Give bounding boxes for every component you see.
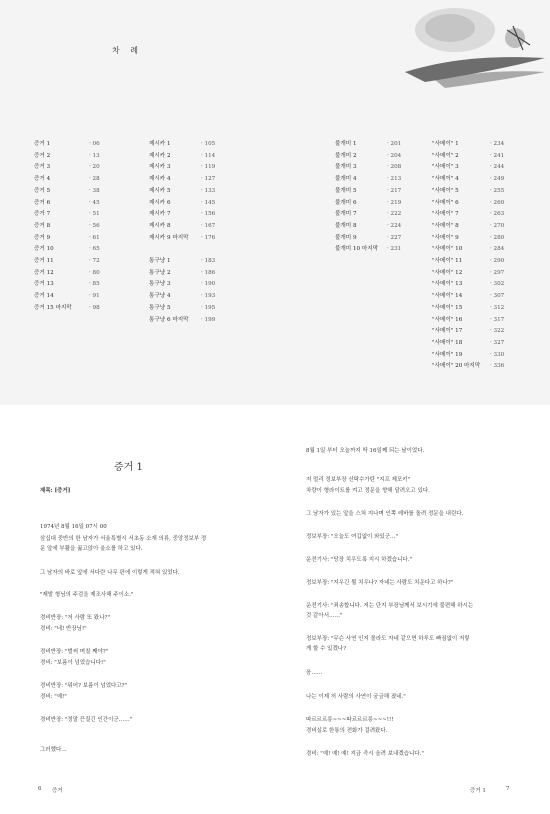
paragraph: 정보부장: "오늘도 여깁없이 와있군…" — [306, 534, 399, 540]
toc-entry-page: · 72 — [89, 258, 100, 265]
toc-entry[interactable] — [149, 139, 215, 151]
toc-entry[interactable] — [432, 151, 504, 163]
toc-entry-page: · 127 — [201, 176, 216, 183]
toc-entry-title: "사메이" 4 — [432, 176, 459, 183]
toc-entry-page: · 186 — [201, 269, 216, 276]
toc-entry-page: · 255 — [490, 187, 505, 194]
paragraph: "제발 형님의 주검을 제조사해 주이소." — [40, 592, 134, 598]
toc-entry-title: 증거 10 — [34, 246, 54, 253]
toc-entry-title: "사메이" 13 — [432, 281, 463, 288]
toc-entry-title: 불개미 8 — [335, 222, 357, 229]
toc-entry[interactable] — [34, 198, 100, 210]
toc-entry-page: · 260 — [490, 199, 505, 206]
toc-entry-title: 불개미 3 — [335, 164, 357, 171]
toc-entry-page: · 98 — [89, 304, 100, 311]
paragraph: 운전기사: "당장 치우도록 지시 하겠습니다." — [306, 557, 412, 563]
toc-entry[interactable] — [149, 174, 215, 186]
paragraph: 1974년 8월 16일 07시 00 — [40, 524, 107, 530]
paragraph: 경비: "네! 반장님!" — [40, 626, 87, 632]
toc-entry-page: · 290 — [490, 258, 505, 265]
toc-entry-title: 제시카 7 — [149, 211, 171, 218]
toc-entry-page: · 13 — [89, 152, 100, 159]
toc-entry[interactable] — [149, 186, 215, 198]
toc-entry-title: "사메이" 12 — [432, 269, 463, 276]
paragraph: 차량이 형라이트를 켜고 정문을 향해 달려오고 있다. — [306, 488, 430, 494]
toc-entry-title: 제시카 3 — [149, 164, 171, 171]
toc-entry-page: · 270 — [490, 222, 505, 229]
running-head-left: 증거 — [52, 788, 63, 794]
toc-entry[interactable] — [149, 233, 215, 245]
toc-entry-title: 증거 2 — [34, 152, 51, 159]
paragraph: 경비반장: "벌써 며칠 째야?" — [40, 649, 109, 655]
toc-entry-title: 증거 6 — [34, 199, 51, 206]
toc-entry-page: · 330 — [490, 351, 505, 358]
toc-entry[interactable] — [34, 151, 100, 163]
toc-entry[interactable] — [335, 233, 401, 245]
toc-entry-page: · 183 — [201, 258, 216, 265]
toc-entry-title: 통구냥 1 — [149, 258, 171, 265]
paragraph: 저 멀리 정보부장 신탁수가탄 "지프 제포키" — [306, 477, 411, 483]
toc-entry-page: · 56 — [89, 222, 100, 229]
toc-entry[interactable] — [432, 303, 504, 315]
toc-entry-title: 제시카 8 — [149, 222, 171, 229]
toc-entry[interactable] — [149, 198, 215, 210]
toc-entry[interactable] — [432, 209, 504, 221]
toc-column-1 — [34, 139, 100, 315]
paragraph: 그러했다… — [40, 747, 67, 753]
toc-entry-page: · 241 — [490, 152, 505, 159]
toc-entry[interactable] — [432, 279, 504, 291]
toc-entry-title: 증거 1 — [34, 141, 51, 147]
toc-entry-page: · 20 — [89, 164, 100, 171]
paragraph: 운전기사: "죄송합니다. 저는 단지 부장님께서 보시기에 불편해 하시는 — [306, 603, 474, 609]
toc-entry[interactable] — [335, 186, 401, 198]
toc-entry[interactable] — [432, 315, 504, 327]
toc-entry-title: "사메이" 7 — [432, 211, 459, 218]
paragraph: 경비반장: "저 사람 또 왔나?" — [40, 615, 110, 621]
toc-entry-page: · 213 — [387, 176, 402, 183]
toc-entry-title: 불개미 6 — [335, 199, 357, 206]
toc-entry-title: 불개미 7 — [335, 211, 357, 218]
toc-entry-title: 불개미 1 — [335, 141, 357, 147]
paragraph: 음…… — [306, 670, 323, 676]
toc-entry[interactable] — [335, 151, 401, 163]
paragraph: 따르르르릉~~~따르르르릉~~~!!! — [306, 717, 394, 723]
toc-entry-title: 통구냥 2 — [149, 269, 171, 276]
toc-entry-page: · 45 — [89, 199, 100, 206]
toc-entry-title: 불개미 9 — [335, 234, 357, 241]
toc-entry[interactable] — [34, 256, 100, 268]
toc-entry-page: · 105 — [201, 141, 216, 147]
toc-entry[interactable] — [149, 221, 215, 233]
toc-entry-page: · 217 — [387, 187, 402, 194]
toc-entry[interactable] — [335, 162, 401, 174]
toc-entry-title: "사메이" 16 — [432, 316, 463, 323]
toc-entry[interactable] — [432, 291, 504, 303]
paragraph: 경비반장: "뭐어? 보름이 넘었다고?" — [40, 683, 128, 689]
paragraph: 나는 이제 저 사람의 사연이 궁금해 졌네." — [306, 694, 406, 700]
toc-entry-page: · 193 — [201, 293, 216, 300]
toc-entry[interactable] — [432, 256, 504, 268]
toc-entry-page: · 224 — [387, 222, 402, 229]
toc-entry[interactable] — [34, 291, 100, 303]
toc-entry-page: · 317 — [490, 316, 505, 323]
toc-entry[interactable] — [432, 338, 504, 350]
toc-entry-page: · 201 — [387, 141, 402, 147]
subtitle: 제목: [증거] — [40, 488, 71, 494]
toc-entry[interactable] — [432, 198, 504, 210]
toc-entry-page: · 302 — [490, 281, 505, 288]
toc-entry-title: 제시카 2 — [149, 152, 171, 159]
toc-entry[interactable] — [34, 221, 100, 233]
toc-entry-page: · 312 — [490, 304, 505, 311]
toc-entry-page: · 28 — [89, 176, 100, 183]
toc-title: 차 례 — [112, 46, 142, 55]
paragraph: 경비: "예!" — [40, 694, 67, 700]
paragraph: 8월 1일 부터 오늘까지 딱 16일째 되는 날이었다. — [306, 448, 425, 454]
toc-entry[interactable] — [34, 186, 100, 198]
toc-entry[interactable] — [149, 268, 215, 280]
toc-entry-title: 증거 7 — [34, 211, 51, 218]
toc-entry[interactable] — [34, 209, 100, 221]
toc-entry-page: · 204 — [387, 152, 402, 159]
paragraph: 삼십대 중반의 한 남자가 서울특별시 서초동 소재 의류, 중앙정보부 정 — [40, 536, 207, 542]
toc-entry-page: · 231 — [387, 246, 402, 253]
toc-entry-page: · 307 — [490, 293, 505, 300]
toc-entry-page: · 167 — [201, 222, 216, 229]
content-spread — [0, 405, 550, 814]
paragraph: 그 남자가 있는 앞을 스쳐 지나며 인쪽 레바를 돌려 정문을 내린다. — [306, 511, 464, 517]
toc-entry[interactable] — [149, 151, 215, 163]
toc-entry-title: "사메이" 5 — [432, 187, 459, 194]
toc-column-4 — [432, 139, 504, 373]
toc-entry-page: · 199 — [201, 316, 216, 323]
toc-entry-page: · 85 — [89, 281, 100, 288]
paragraph: 경비: "예! 예! 예! 지금 즉시 올려 보내겠습니다." — [306, 751, 424, 757]
toc-entry-title: "사메이" 17 — [432, 328, 463, 335]
running-head-right: 증거 1 — [470, 788, 486, 794]
toc-entry-title: 불개미 10 마지막 — [335, 246, 379, 253]
toc-entry-title: 제시카 9 마지막 — [149, 234, 189, 241]
toc-entry[interactable] — [149, 279, 215, 291]
toc-entry-page: · 280 — [490, 234, 505, 241]
paragraph: 경비반장: "정말 끈질긴 인간이군……" — [40, 717, 133, 723]
chapter-title: 증거 1 — [114, 462, 143, 473]
toc-entry-title: 통구냥 3 — [149, 281, 171, 288]
toc-entry-page: · 327 — [490, 339, 505, 346]
toc-column-2 — [149, 139, 215, 326]
toc-entry-page: · 61 — [89, 234, 100, 241]
paragraph: 정보부장: "지우긴 뭘 치우나? 자네는 사람도 치운다고 하나?" — [306, 580, 454, 586]
toc-entry-title: "사메이" 18 — [432, 339, 463, 346]
paragraph: 것 같아서……" — [306, 613, 343, 619]
page-number-right: 7 — [506, 786, 510, 792]
toc-entry-title: 통구냥 6 마지막 — [149, 316, 189, 323]
toc-entry-title: "사메이" 9 — [432, 234, 459, 241]
toc-entry-title: 제시카 6 — [149, 199, 171, 206]
toc-entry-title: "사메이" 19 — [432, 351, 463, 358]
toc-entry-page: · 114 — [201, 152, 216, 159]
toc-entry[interactable] — [432, 221, 504, 233]
toc-entry[interactable] — [149, 162, 215, 174]
toc-entry-title: "사메이" 1 — [432, 141, 459, 147]
toc-entry[interactable] — [432, 361, 504, 373]
toc-entry[interactable] — [34, 244, 100, 256]
toc-entry-title: 증거 9 — [34, 234, 51, 241]
toc-entry-page: · 190 — [201, 281, 216, 288]
toc-entry[interactable] — [335, 174, 401, 186]
toc-entry-title: "사메이" 20 마지막 — [432, 363, 481, 370]
toc-entry-page: · 195 — [201, 304, 216, 311]
toc-column-3 — [335, 139, 401, 256]
paragraph: 경비: "보름이 넘었습니다!" — [40, 660, 106, 666]
toc-entry-page: · 176 — [201, 234, 216, 241]
toc-entry-title: 불개미 2 — [335, 152, 357, 159]
toc-entry-title: 증거 15 마지막 — [34, 304, 72, 311]
toc-entry[interactable] — [432, 326, 504, 338]
toc-entry-page: · 222 — [387, 211, 402, 218]
toc-entry-page: · 219 — [387, 199, 402, 206]
toc-entry[interactable] — [432, 233, 504, 245]
toc-entry[interactable] — [34, 162, 100, 174]
toc-entry-title: 증거 8 — [34, 222, 51, 229]
toc-entry-page: · 249 — [490, 176, 505, 183]
toc-entry[interactable] — [34, 268, 100, 280]
toc-entry-title: 통구냥 4 — [149, 293, 171, 300]
toc-entry-title: "사메이" 3 — [432, 164, 459, 171]
toc-entry[interactable] — [432, 186, 504, 198]
toc-entry[interactable] — [34, 303, 100, 315]
toc-entry-title: "사메이" 8 — [432, 222, 459, 229]
toc-entry[interactable] — [34, 279, 100, 291]
toc-entry-page: · 234 — [490, 141, 505, 147]
toc-entry-page: · 133 — [201, 187, 216, 194]
toc-entry[interactable] — [335, 244, 401, 256]
toc-entry[interactable] — [432, 139, 504, 151]
toc-entry[interactable] — [34, 174, 100, 186]
toc-entry-title: "사메이" 15 — [432, 304, 463, 311]
toc-entry-page: · 80 — [89, 269, 100, 276]
toc-entry[interactable] — [432, 268, 504, 280]
table-of-contents-page — [0, 0, 550, 405]
toc-entry-page: · 119 — [201, 164, 216, 171]
toc-entry[interactable] — [432, 244, 504, 256]
paragraph: 그 남자의 바로 앞에 서다란 나무 판에 이렇게 적혀 있었다. — [40, 570, 180, 576]
toc-entry[interactable] — [149, 256, 215, 268]
page-number-left: 6 — [38, 786, 42, 792]
paragraph: 게 할 수 있겠나? — [306, 646, 347, 652]
toc-entry-page: · 156 — [201, 211, 216, 218]
toc-entry-title: 증거 5 — [34, 187, 51, 194]
toc-entry-page: · 91 — [89, 293, 100, 300]
toc-entry-page: · 244 — [490, 164, 505, 171]
toc-entry-title: "사메이" 6 — [432, 199, 459, 206]
toc-entry[interactable] — [149, 303, 215, 315]
toc-entry[interactable] — [335, 139, 401, 151]
toc-entry-page: · 06 — [89, 141, 100, 147]
toc-entry-title: "사메이" 11 — [432, 258, 463, 265]
toc-entry-page: · 284 — [490, 246, 505, 253]
toc-entry-page: · 263 — [490, 211, 505, 218]
toc-entry-title: 불개미 5 — [335, 187, 357, 194]
toc-entry-page: · 227 — [387, 234, 402, 241]
toc-entry[interactable] — [149, 291, 215, 303]
toc-entry-page: · 208 — [387, 164, 402, 171]
toc-entry[interactable] — [149, 315, 215, 327]
toc-entry[interactable] — [335, 198, 401, 210]
toc-entry-page: · 145 — [201, 199, 216, 206]
toc-entry[interactable] — [149, 209, 215, 221]
toc-entry-title: 제시카 1 — [149, 141, 171, 147]
toc-entry[interactable] — [335, 209, 401, 221]
toc-entry-title: 증거 14 — [34, 293, 54, 300]
paragraph: 경비실로 한통의 전화가 걸려왔다. — [306, 728, 388, 734]
paragraph: 정보부장: "무슨 사연 인지 몰라도 자네 같으면 하루도 빠짐없이 저렇 — [306, 636, 470, 642]
toc-entry-page: · 65 — [89, 246, 100, 253]
toc-entry-title: 증거 11 — [34, 258, 54, 265]
toc-entry-page: · 322 — [490, 328, 505, 335]
toc-entry-title: 증거 4 — [34, 176, 51, 183]
toc-entry-title: 통구냥 5 — [149, 304, 171, 311]
toc-entry-title: 증거 12 — [34, 269, 54, 276]
toc-entry[interactable] — [432, 174, 504, 186]
toc-entry-title: 증거 13 — [34, 281, 54, 288]
toc-entry-title: "사메이" 10 — [432, 246, 463, 253]
toc-entry-page: · 38 — [89, 187, 100, 194]
toc-entry-page: · 297 — [490, 269, 505, 276]
toc-entry[interactable] — [34, 233, 100, 245]
toc-entry-title: 제시카 4 — [149, 176, 171, 183]
toc-entry-title: 불개미 4 — [335, 176, 357, 183]
toc-entry-title: 제시카 5 — [149, 187, 171, 194]
toc-entry[interactable] — [432, 350, 504, 362]
paragraph: 문 앞에 부활을 꿇고앉아 울소를 하고 있다. — [40, 546, 143, 552]
toc-entry-title: "사메이" 14 — [432, 293, 463, 300]
toc-entry-page: · 336 — [490, 363, 505, 370]
toc-entry[interactable] — [34, 139, 100, 151]
toc-entry-title: "사메이" 2 — [432, 152, 459, 159]
toc-entry[interactable] — [432, 162, 504, 174]
toc-entry-page: · 51 — [89, 211, 100, 218]
toc-entry-title: 증거 3 — [34, 164, 51, 171]
toc-entry[interactable] — [335, 221, 401, 233]
ink-brush-decoration — [395, 0, 550, 100]
